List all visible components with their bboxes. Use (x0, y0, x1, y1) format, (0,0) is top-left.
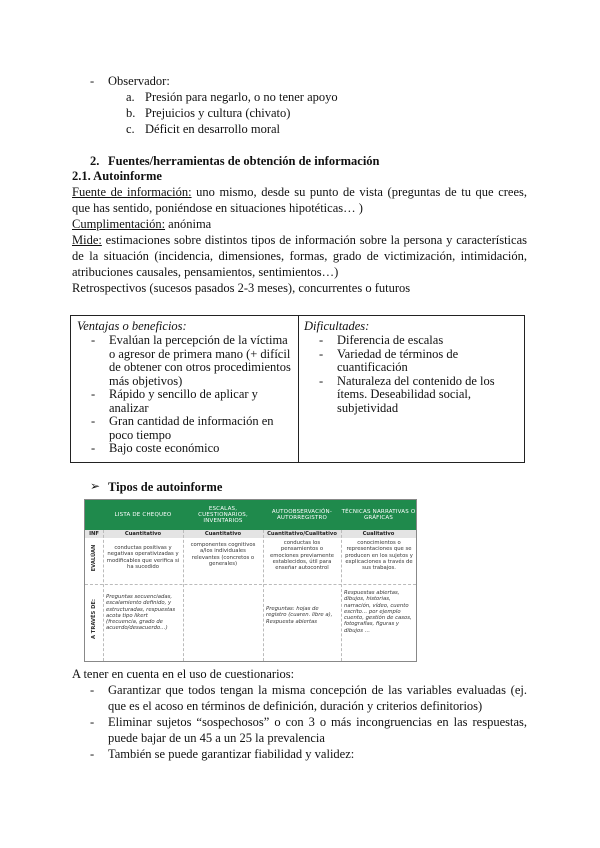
retrospectivos-text: Retrospectivos (sucesos pasados 2-3 meses), concurrentes o futuros (72, 281, 411, 295)
subsection-title: 2.1. Autoinforme (72, 169, 162, 183)
figure-subheader: Cualitativo (341, 530, 416, 538)
figure-cell: Preguntas secuenciadas, escalamiento definido, y estructuradas, respuestas acota tipo likert (frecuencia, grado de acuerdo/desacuerdo…) (106, 594, 176, 632)
fuente-text: uno mismo, desde su punto de vista (preguntas de tu que crees, que has sentido, poniéndose en situaciones hipotéticas… ) (72, 185, 527, 215)
comparison-table (70, 315, 525, 463)
bullet-dash: - (90, 715, 95, 729)
bullet-dash: - (90, 747, 95, 761)
list-item: - Evalúan la percepción de la víctima o agresor de primera mano (+ difícil de obtener con otros procedimientos más objetivos) (89, 334, 293, 388)
observer-item-marker: c. (126, 122, 135, 136)
bullet-dash: - (90, 74, 95, 88)
difficulties-list (317, 334, 523, 415)
figure-grid-line (85, 584, 416, 585)
figure-subheader: Cuantitativo (183, 530, 263, 538)
cumplimentacion-label: Cumplimentación: (72, 217, 166, 231)
cumplimentacion-paragraph (72, 216, 211, 232)
mide-label: Mide: (72, 233, 102, 247)
list-item: - Rápido y sencillo de aplicar y analizar (89, 388, 293, 415)
figure-corner-header (85, 500, 103, 530)
cumplimentacion-text: anónima (165, 217, 212, 231)
section-title: Fuentes/herramientas de obtención de información (108, 154, 380, 168)
observer-item: Déficit en desarrollo moral (145, 122, 281, 136)
figure-row-label: A TRAVÉS DE: (91, 598, 97, 640)
figure-cell: conocimientos o representaciones que se producen en los sujetos y explicaciones a través de sus trabajos. (345, 540, 413, 572)
notes-intro: A tener en cuenta en el uso de cuestionarios: (72, 667, 295, 681)
observer-label: Observador: (108, 74, 170, 88)
note-item: Garantizar que todos tengan la misma concepción de las variables evaluadas (ej. que es el acoso en términos de definición, duración y criterios definitorios) (108, 683, 527, 713)
observer-item-marker: a. (126, 90, 135, 104)
list-item: - Naturaleza del contenido de los ítems. Deseabilidad social, subjetividad (317, 375, 523, 416)
figure-cell: componentes cognitivos a/los individuales relevantes (concretos o generales) (190, 542, 256, 567)
figure-subheader: Cuantitativo (103, 530, 183, 538)
mide-paragraph (72, 232, 527, 280)
column-divider (298, 316, 299, 462)
figure-row-label: EVALÚAN (91, 544, 97, 572)
figure-grid-line (341, 530, 342, 661)
list-item: - Bajo coste económico (89, 442, 293, 456)
autoinforme-types-figure (84, 499, 417, 662)
figure-cell: conductas los pensamientos o emociones previamente establecidos, útil para enseñar autocontrol (270, 540, 334, 572)
figure-cell: conductas positivas y negativas operativizadas y modificables que verifica si ha sucedido (106, 545, 180, 570)
figure-grid-line (103, 530, 104, 661)
section-number: 2. (90, 154, 100, 168)
fuente-label: Fuente de información: (72, 185, 192, 199)
note-item: También se puede garantizar fiabilidad y validez: (108, 747, 355, 761)
figure-header: TÉCNICAS NARRATIVAS O GRÁFICAS (341, 500, 416, 530)
list-item: - Variedad de términos de cuantificación (317, 348, 523, 375)
figure-cell: Preguntas: hojas de registro (cuaren. libre a), Respuesta abiertas (266, 606, 333, 625)
arrow-bullet-icon: ➢ (90, 479, 101, 493)
list-item: - Gran cantidad de información en poco tiempo (89, 415, 293, 442)
tipos-title: Tipos de autoinforme (108, 480, 223, 494)
observer-item: Prejuicios y cultura (chivato) (145, 106, 291, 120)
figure-grid-line (263, 530, 264, 661)
figure-header: ESCALAS, CUESTIONARIOS, INVENTARIOS (183, 500, 263, 530)
advantages-header: Ventajas o beneficios: (77, 319, 187, 333)
difficulties-header: Dificultades: (304, 319, 370, 333)
figure-header: AUTOOBSERVACIÓN-AUTORREGISTRO (263, 500, 341, 530)
bullet-dash: - (90, 683, 95, 697)
figure-header: LISTA DE CHEQUEO (103, 500, 183, 530)
list-item: - Diferencia de escalas (317, 334, 523, 348)
figure-grid-line (183, 530, 184, 661)
note-item: Eliminar sujetos “sospechosos” o con 3 o más incongruencias en las respuestas, puede bajar de un 45 a un 25 la prevalencia (108, 715, 527, 745)
observer-item: Presión para negarlo, o no tener apoyo (145, 90, 338, 104)
observer-item-marker: b. (126, 106, 136, 120)
figure-subheader: Cuantitativo/Cualitativo (263, 530, 341, 538)
figure-cell: Respuestas abiertas, dibujos, historias, narración, vídeo, cuento escrito… por ejemplo cuento, gestión de casos, fotografías, figuras y dibujos … (344, 590, 412, 634)
figure-subheader: INF (85, 530, 103, 538)
fuente-paragraph (72, 184, 527, 216)
advantages-list (89, 334, 293, 456)
mide-text: estimaciones sobre distintos tipos de información sobre la persona y características de la situación (incidencia, dimensiones, formas, grado de victimización, intimidación, atribuciones causales, pensamientos, sentimientos…) (72, 233, 527, 279)
